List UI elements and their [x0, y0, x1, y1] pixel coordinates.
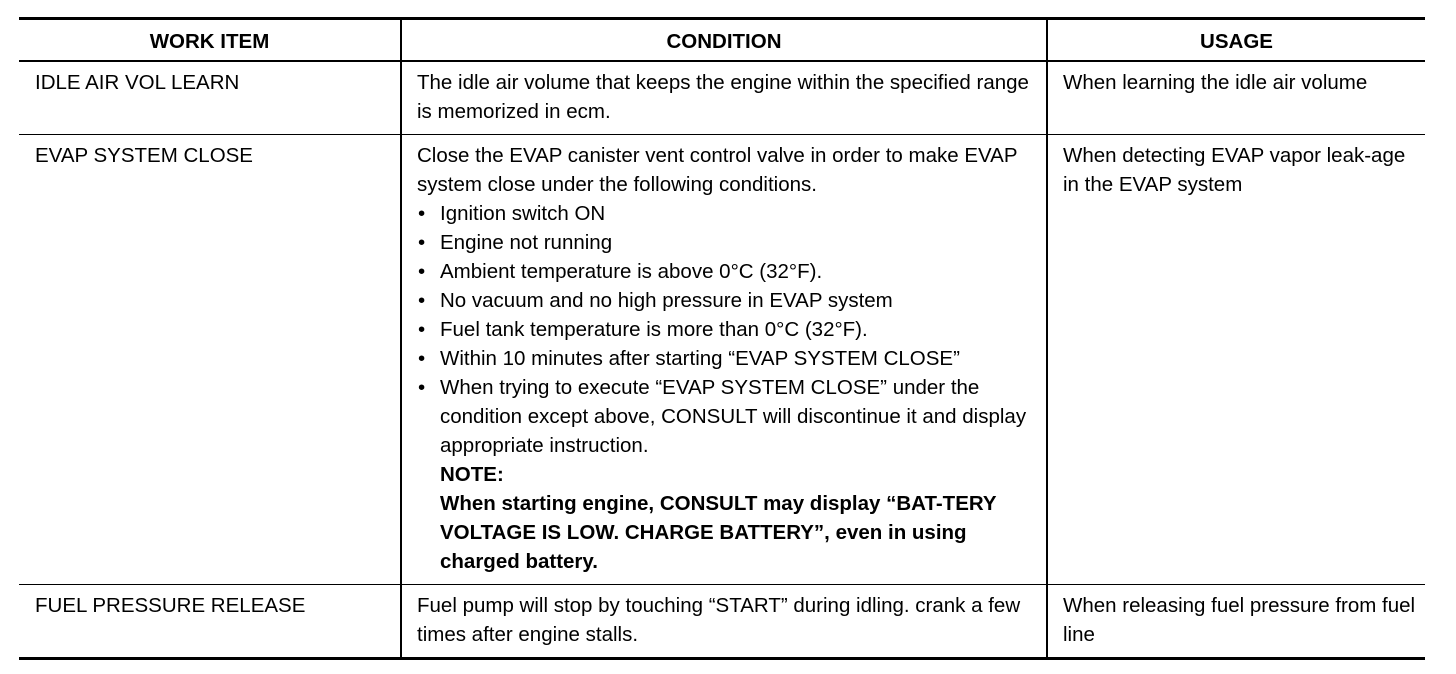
- header-condition: CONDITION: [401, 19, 1047, 62]
- note-text: When starting engine, CONSULT may display “BAT-TERY VOLTAGE IS LOW. CHARGE BATTERY”, even in using charged battery.: [440, 492, 997, 573]
- bullet-text: Engine not running: [440, 231, 613, 254]
- list-item: [417, 257, 1038, 286]
- bullet-icon: •: [418, 376, 426, 399]
- bullet-icon: •: [418, 347, 426, 370]
- note-block: [417, 460, 1038, 576]
- table-row: [19, 585, 1425, 659]
- work-item-cell: IDLE AIR VOL LEARN: [35, 71, 240, 94]
- condition-cell: Fuel pump will stop by touching “START” during idling. crank a few times after engine stalls.: [401, 585, 1047, 659]
- list-item: [417, 199, 1038, 228]
- bullet-icon: •: [418, 289, 426, 312]
- header-usage: USAGE: [1047, 19, 1425, 62]
- bullet-text: Fuel tank temperature is more than 0°C (32°F).: [440, 318, 868, 341]
- usage-cell: When releasing fuel pressure from fuel line: [1047, 585, 1425, 659]
- usage-cell: When detecting EVAP vapor leak-age in the EVAP system: [1047, 135, 1425, 585]
- bullet-text: Ambient temperature is above 0°C (32°F).: [440, 260, 823, 283]
- usage-cell: When learning the idle air volume: [1047, 61, 1425, 135]
- bullet-icon: •: [418, 231, 426, 254]
- bullet-text: Ignition switch ON: [440, 202, 606, 225]
- bullet-icon: •: [418, 202, 426, 225]
- condition-intro: Close the EVAP canister vent control valve in order to make EVAP system close under the following conditions.: [417, 144, 1018, 196]
- work-item-cell: EVAP SYSTEM CLOSE: [35, 144, 253, 167]
- condition-cell: The idle air volume that keeps the engine within the specified range is memorized in ecm.: [401, 61, 1047, 135]
- bullet-text: Within 10 minutes after starting “EVAP SYSTEM CLOSE”: [440, 347, 960, 370]
- work-item-cell: FUEL PRESSURE RELEASE: [35, 594, 306, 617]
- list-item: [417, 286, 1038, 315]
- bullet-text: When trying to execute “EVAP SYSTEM CLOSE” under the condition except above, CONSULT will discontinue it and display appropriate instruction.: [440, 376, 1027, 457]
- list-item: [417, 373, 1038, 460]
- bullet-icon: •: [418, 260, 426, 283]
- table-row: [19, 135, 1425, 585]
- list-item: [417, 228, 1038, 257]
- condition-bullet-list: [417, 199, 1038, 460]
- table-row: [19, 61, 1425, 135]
- note-label: NOTE:: [440, 463, 504, 486]
- header-work-item: WORK ITEM: [149, 29, 270, 53]
- list-item: [417, 344, 1038, 373]
- list-item: [417, 315, 1038, 344]
- table-header-row: [19, 19, 1425, 62]
- bullet-text: No vacuum and no high pressure in EVAP system: [440, 289, 893, 312]
- work-item-table: [19, 17, 1425, 660]
- bullet-icon: •: [418, 318, 426, 341]
- condition-cell: [401, 135, 1047, 585]
